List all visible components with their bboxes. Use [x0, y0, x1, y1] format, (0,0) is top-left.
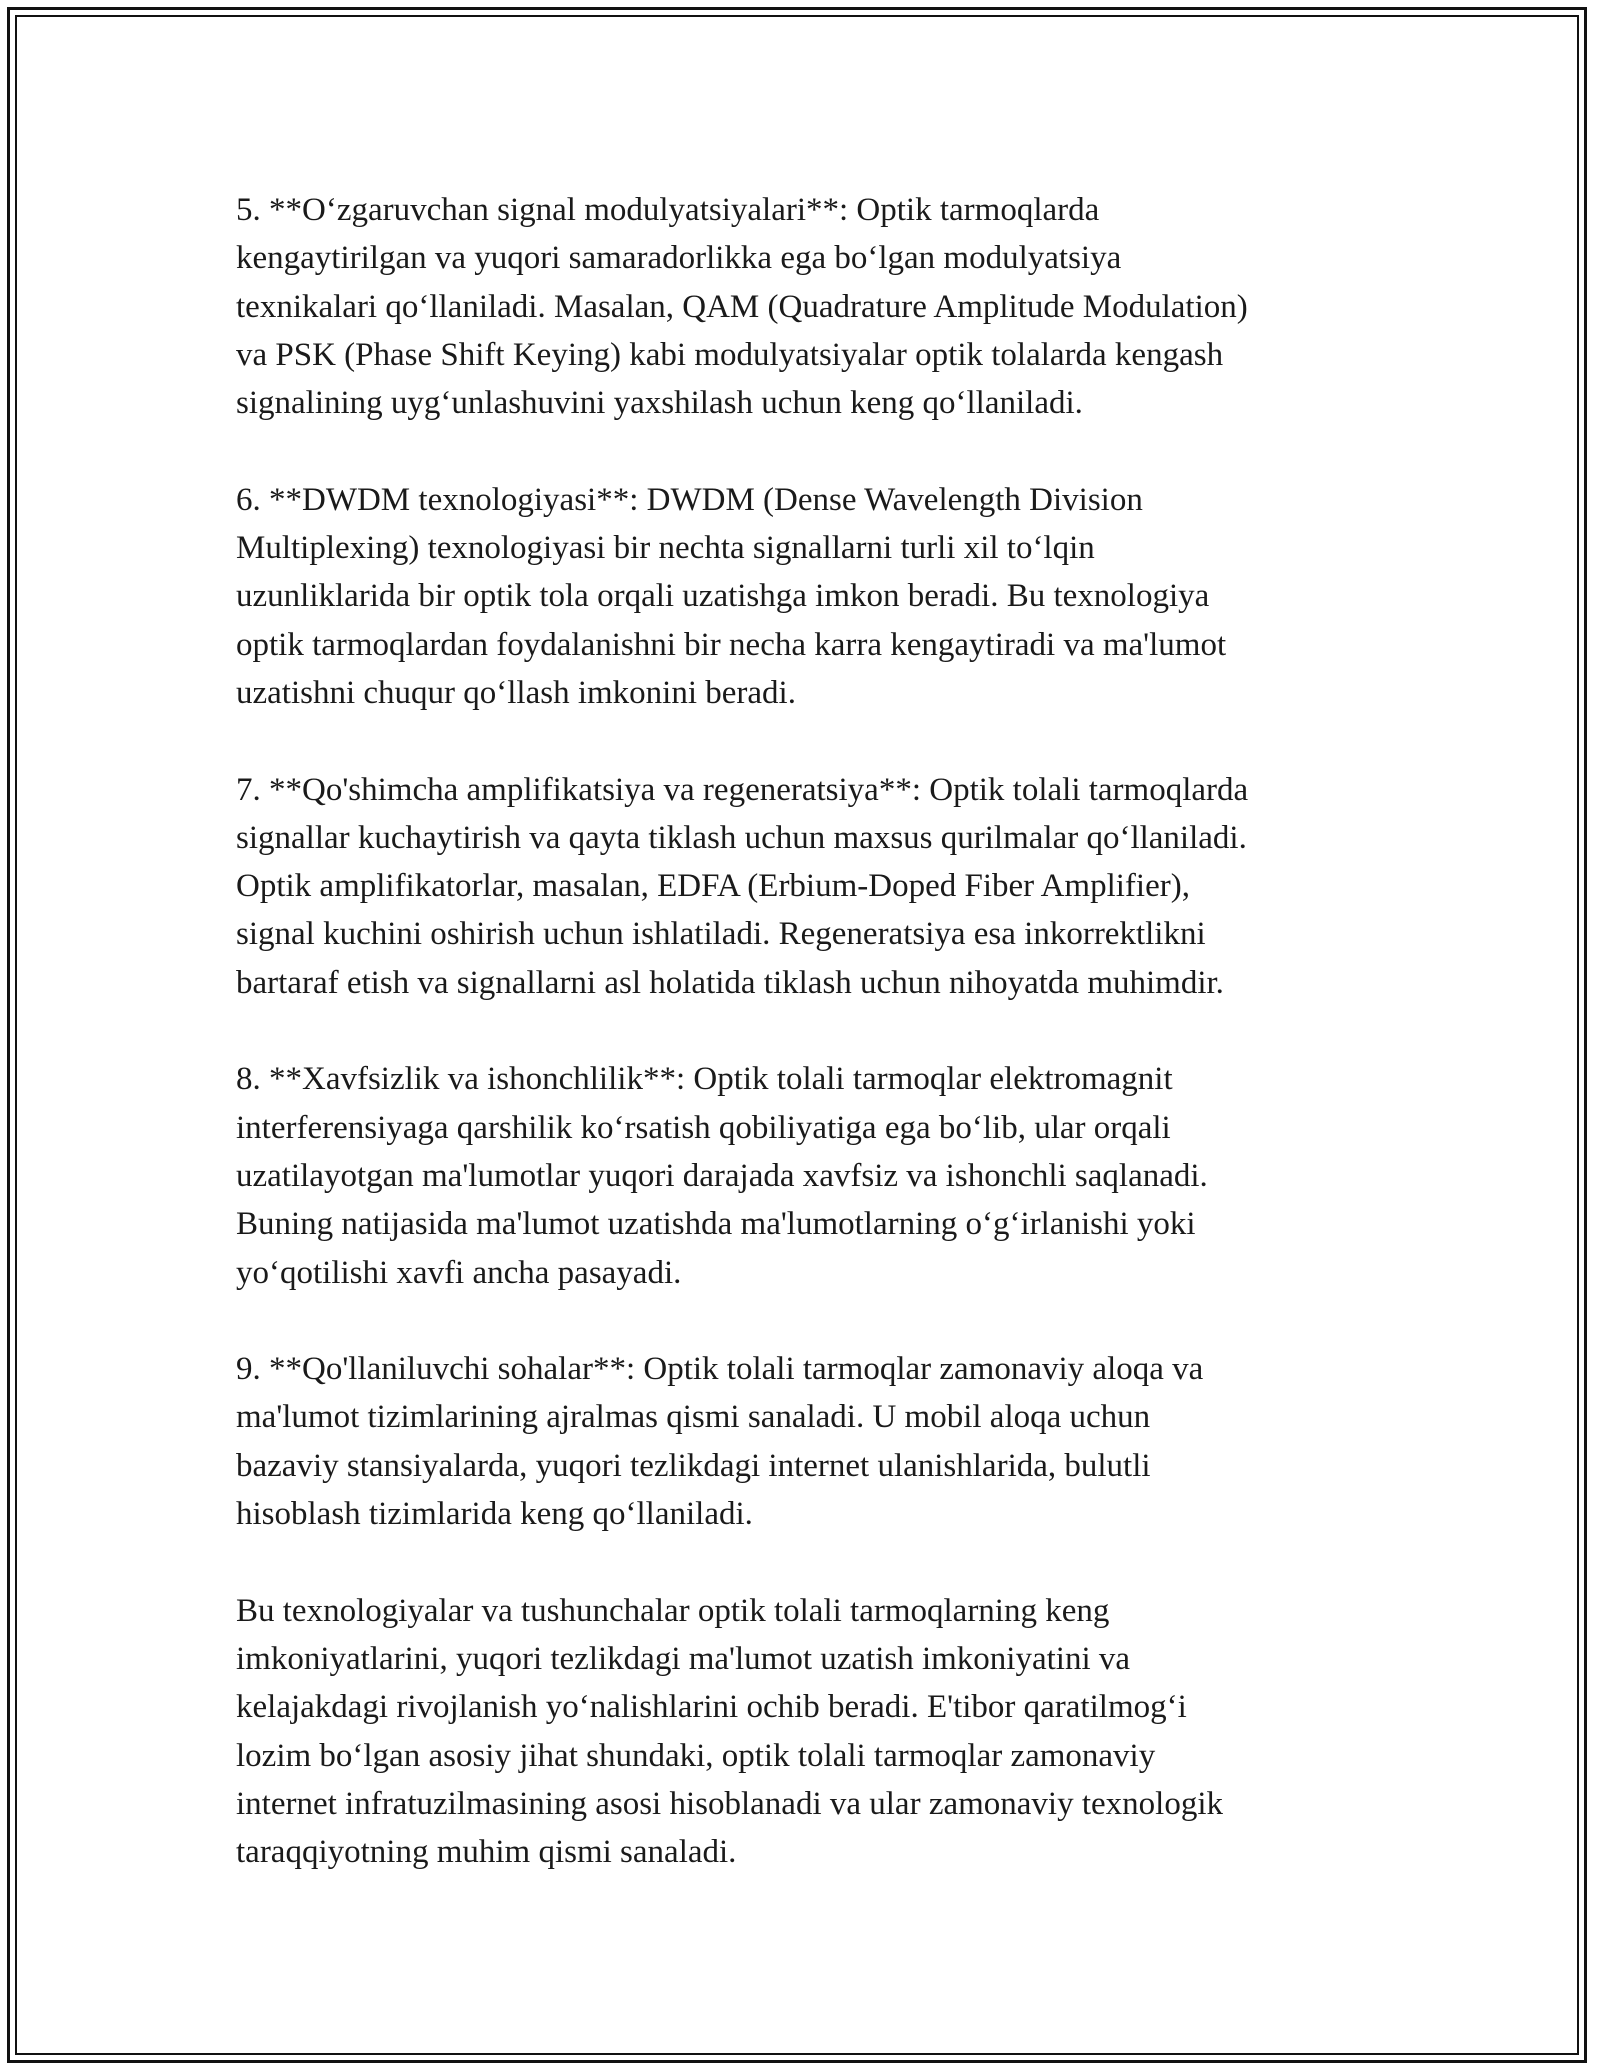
document-body — [236, 186, 1376, 1876]
paragraph-applications: 9. **Qo'llaniluvchi sohalar**: Optik tolali tarmoqlar zamonaviy aloqa va ma'lumot tizimlarining ajralmas qismi sanaladi. U mobil aloqa uchun bazaviy stansiyalarda, yuqori tezlikdagi internet ulanishlarida, bulutli hisoblash tizimlarida keng qo‘llaniladi. — [236, 1351, 1204, 1533]
paragraph-modulation: 5. **O‘zgaruvchan signal modulyatsiyalari**: Optik tarmoqlarda kengaytirilgan va yuqori samaradorlikka ega bo‘lgan modulyatsiya texnikalari qo‘llaniladi. Masalan, QAM (Quadrature Amplitude Modulation) va PSK (Phase Shift Keying) kabi modulyatsiyalar optik tolalarda kengash signalining uyg‘unlashuvini yaxshilash uchun keng qo‘llaniladi. — [236, 192, 1248, 422]
paragraph-dwdm: 6. **DWDM texnologiyasi**: DWDM (Dense Wavelength Division Multiplexing) texnologiyasi bir nechta signallarni turli xil to‘lqin uzunliklarida bir optik tola orqali uzatishga imkon beradi. Bu texnologiya optik tarmoqlardan foydalanishni bir necha karra kengaytiradi va ma'lumot uzatishni chuqur qo‘llash imkonini beradi. — [236, 481, 1227, 711]
paragraph-amplification: 7. **Qo'shimcha amplifikatsiya va regeneratsiya**: Optik tolali tarmoqlarda signallar kuchaytirish va qayta tiklash uchun maxsus qurilmalar qo‘llaniladi. Optik amplifikatorlar, masalan, EDFA (Erbium-Doped Fiber Amplifier), signal kuchini oshirish uchun ishlatiladi. Regeneratsiya esa inkorrektlikni bartaraf etish va signallarni asl holatida tiklash uchun nihoyatda muhimdir. — [236, 771, 1249, 1001]
paragraph-conclusion: Bu texnologiyalar va tushunchalar optik tolali tarmoqlarning keng imkoniyatlarini, yuqori tezlikdagi ma'lumot uzatish imkoniyatini va kelajakdagi rivojlanish yo‘nalishlarini ochib beradi. E'tibor qaratilmog‘i lozim bo‘lgan asosiy jihat shundaki, optik tolali tarmoqlar zamonaviy internet infratuzilmasining asosi hisoblanadi va ular zamonaviy texnologik taraqqiyotning muhim qismi sanaladi. — [236, 1592, 1224, 1871]
paragraph-security: 8. **Xavfsizlik va ishonchlilik**: Optik tolali tarmoqlar elektromagnit interferensiyaga qarshilik ko‘rsatish qobiliyatiga ega bo‘lib, ular orqali uzatilayotgan ma'lumotlar yuqori darajada xavfsiz va ishonchli saqlanadi. Buning natijasida ma'lumot uzatishda ma'lumotlarning o‘g‘irlanishi yoki yo‘qotilishi xavfi ancha pasayadi. — [236, 1061, 1208, 1291]
